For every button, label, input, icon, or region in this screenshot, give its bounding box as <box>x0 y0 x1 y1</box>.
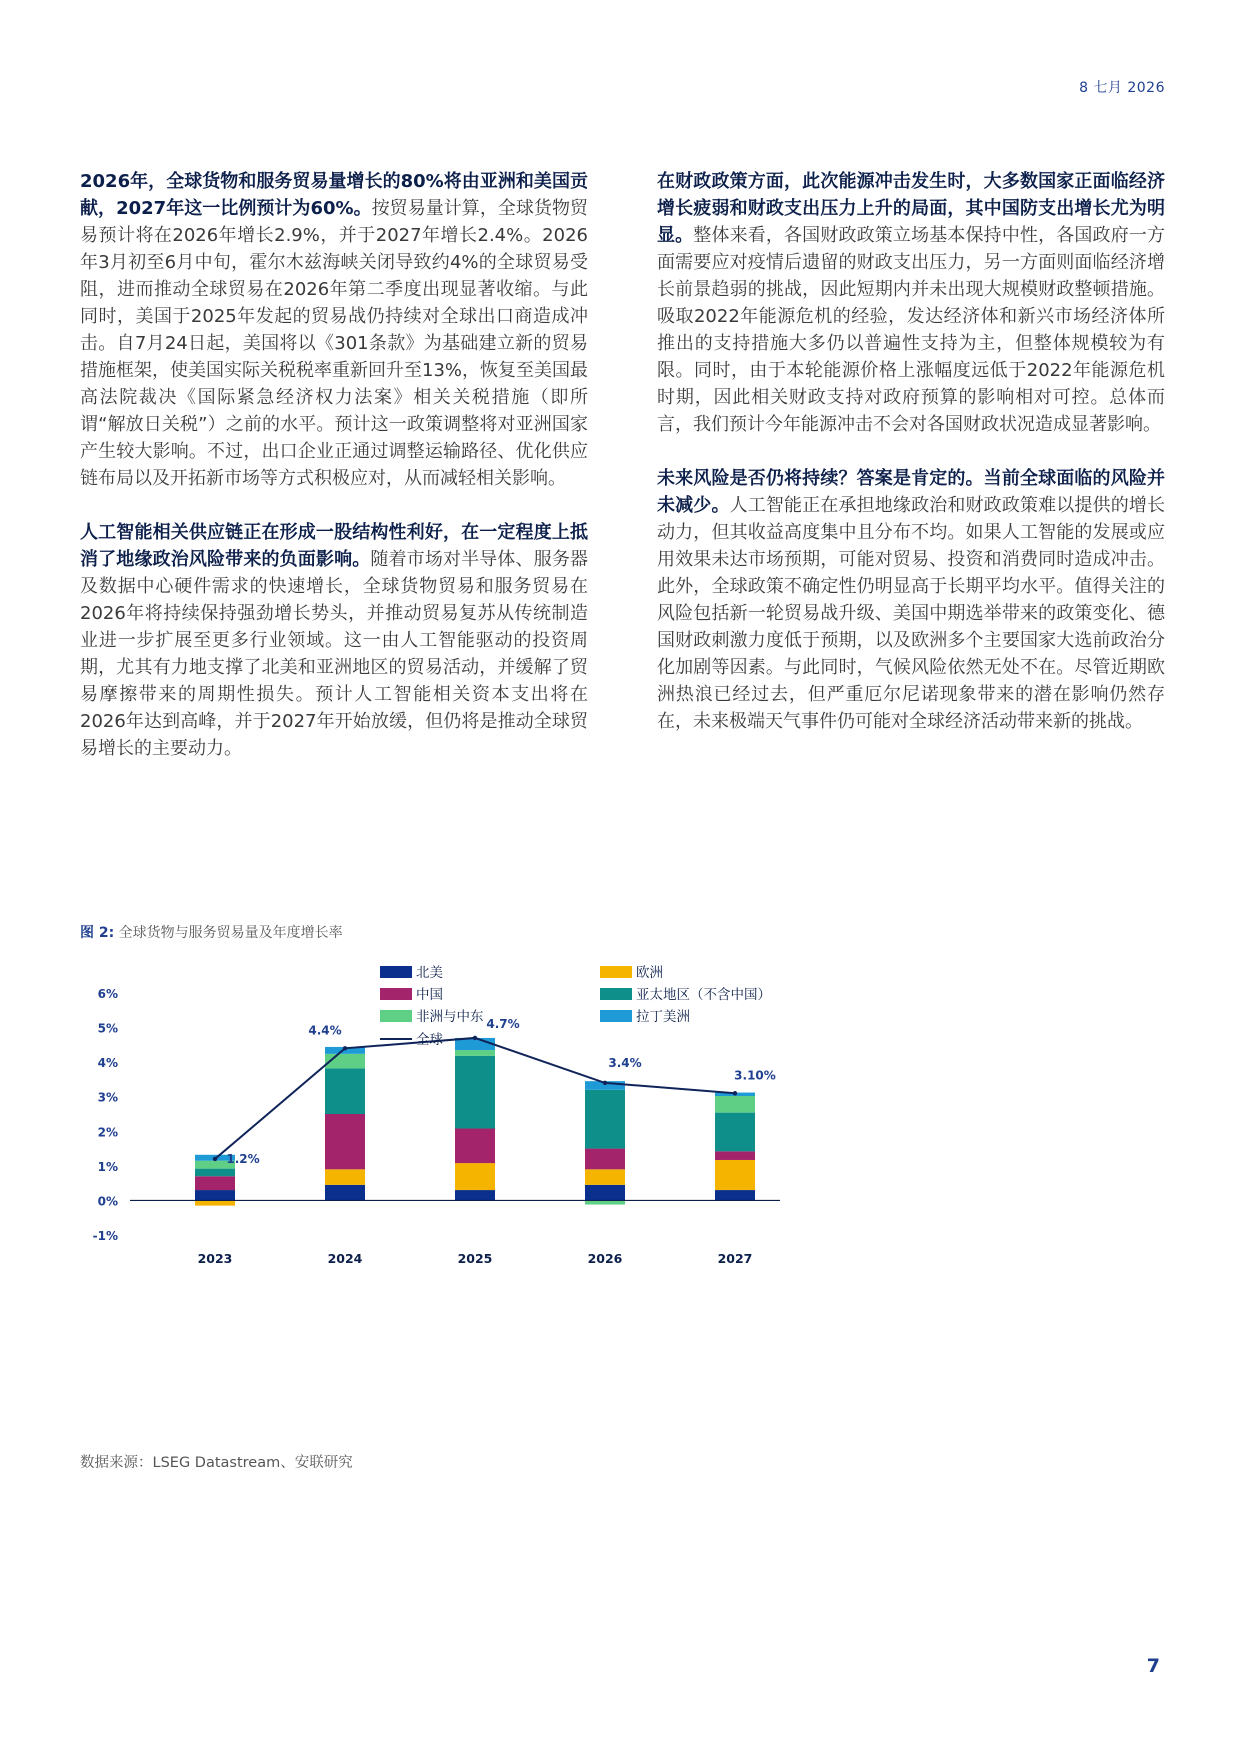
paragraph-lead: 人工智能相关供应链正在形成一股结构性利好，在一定程度上抵消了地缘政治风险带来的负面影响。 <box>80 522 588 570</box>
figure-title <box>80 922 343 942</box>
paragraph-future-risks <box>657 465 1165 735</box>
bar-segment <box>455 1056 495 1129</box>
y-tick-label: 0% <box>97 1194 118 1209</box>
bar-segment <box>715 1151 755 1160</box>
paragraph-trade-outlook <box>80 168 588 492</box>
legend-label: 欧洲 <box>636 965 663 981</box>
paragraph-body: 随着市场对半导体、服务器及数据中心硬件需求的快速增长，全球货物贸易和服务贸易在2026年将持续保持强劲增长势头，并推动贸易复苏从传统制造业进一步扩展至更多行业领域。这一由人工智能驱动的投资周期，尤其有力地支撑了北美和亚洲地区的贸易活动，并缓解了贸易摩擦带来的周期性损失。预计人工智能相关资本支出将在2026年达到高峰，并于2027年开始放缓，但仍将是推动全球贸易增长的主要动力。 <box>80 549 589 759</box>
line-data-label: 4.4% <box>308 1023 342 1038</box>
paragraph-fiscal-policy <box>657 168 1165 438</box>
y-tick-label: 2% <box>97 1125 118 1140</box>
x-tick-label: 2027 <box>717 1251 753 1266</box>
bar-segment <box>585 1149 625 1170</box>
x-tick-label: 2026 <box>587 1251 623 1266</box>
bar-segment <box>585 1169 625 1185</box>
line-data-label: 3.10% <box>734 1068 776 1083</box>
y-tick-label: 1% <box>97 1159 118 1174</box>
report-date: 8 七月 2026 <box>1079 80 1165 96</box>
legend-swatch <box>600 1010 632 1022</box>
bar-segment <box>585 1200 625 1204</box>
legend-swatch <box>600 966 632 978</box>
legend-label: 北美 <box>416 965 443 981</box>
bar-segment <box>455 1190 495 1200</box>
bar-segment <box>325 1185 365 1201</box>
paragraph-lead: 未来风险是否仍将持续？答案是肯定的。当前全球面临的风险并未减少。 <box>657 468 1165 516</box>
line-point <box>343 1046 347 1050</box>
line-point <box>213 1157 217 1161</box>
bar-segment <box>455 1129 495 1164</box>
bar-segment <box>715 1160 755 1190</box>
line-data-label: 4.7% <box>486 1016 520 1031</box>
line-point <box>733 1091 737 1095</box>
y-tick-label: 6% <box>97 987 118 1001</box>
bar-segment <box>455 1163 495 1190</box>
paragraph-lead: 2026年，全球货物和服务贸易量增长的80%将由亚洲和美国贡献，2027年这一比例预计为60%。 <box>80 171 588 219</box>
x-tick-label: 2023 <box>197 1251 233 1266</box>
bar-segment <box>585 1090 625 1149</box>
right-text-column <box>657 168 1165 762</box>
bar-segment <box>455 1050 495 1056</box>
page-number: 7 <box>1146 1655 1160 1677</box>
bar-segment <box>195 1169 235 1177</box>
bar-segment <box>195 1200 235 1205</box>
bar-segment <box>325 1114 365 1169</box>
y-tick-label: -1% <box>92 1229 118 1243</box>
left-text-column <box>80 168 588 789</box>
line-point <box>603 1081 607 1085</box>
paragraph-ai-supply-chain <box>80 519 588 762</box>
paragraph-body: 整体来看，各国财政政策立场基本保持中性，各国政府一方面需要应对疫情后遗留的财政支出压力，另一方面则面临经济增长前景趋弱的挑战，因此短期内并未出现大规模财政整顿措施。吸取2022年能源危机的经验，发达经济体和新兴市场经济体所推出的支持措施大多仍以普遍性支持为主，但整体规模较为有限。同时，由于本轮能源价格上涨幅度远低于2022年能源危机时期，因此相关财政支持对政府预算的影响相对可控。总体而言，我们预计今年能源冲击不会对各国财政状况造成显著影响。 <box>657 225 1165 435</box>
legend-swatch <box>380 988 412 1000</box>
y-tick-label: 4% <box>97 1056 118 1071</box>
legend-swatch <box>600 988 632 1000</box>
bar-segment <box>325 1169 365 1185</box>
legend-label: 亚太地区（不含中国） <box>636 987 771 1003</box>
legend-label: 拉丁美洲 <box>636 1009 690 1025</box>
legend-swatch <box>380 966 412 978</box>
legend-label: 非洲与中东 <box>416 1009 484 1025</box>
figure-label: 图 2: <box>80 925 115 941</box>
legend-label: 全球 <box>416 1032 443 1048</box>
bar-segment <box>715 1113 755 1152</box>
legend-swatch <box>380 1010 412 1022</box>
y-tick-label: 5% <box>97 1021 118 1036</box>
line-data-label: 1.2% <box>226 1151 260 1166</box>
line-point <box>473 1036 477 1040</box>
x-tick-label: 2025 <box>457 1251 493 1266</box>
x-tick-label: 2024 <box>327 1251 363 1266</box>
paragraph-body: 人工智能正在承担地缘政治和财政政策难以提供的增长动力，但其收益高度集中且分布不均。如果人工智能的发展或应用效果未达市场预期，可能对贸易、投资和消费同时造成冲击。此外，全球政策不确定性仍明显高于长期平均水平。值得关注的风险包括新一轮贸易战升级、美国中期选举带来的政策变化、德国财政刺激力度低于预期，以及欧洲多个主要国家大选前政治分化加剧等因素。与此同时，气候风险依然无处不在。尽管近期欧洲热浪已经过去，但严重厄尔尼诺现象带来的潜在影响仍然存在，未来极端天气事件仍可能对全球经济活动带来新的挑战。 <box>657 495 1165 732</box>
trade-volume-chart <box>80 955 900 1435</box>
bar-segment <box>195 1190 235 1200</box>
bar-segment <box>715 1096 755 1113</box>
paragraph-body: 按贸易量计算，全球货物贸易预计将在2026年增长2.9%，并于2027年增长2.4%。2026年3月初至6月中旬，霍尔木兹海峡关闭导致约4%的全球贸易受阻，进而推动全球贸易在2026年第二季度出现显著收缩。与此同时，美国于2025年发起的贸易战仍持续对全球出口商造成冲击。自7月24日起，美国将以《301条款》为基础建立新的贸易措施框架，使美国实际关税税率重新回升至13%，恢复至美国最高法院裁决《国际紧急经济权力法案》相关关税措施（即所谓“解放日关税”）之前的水平。预计这一政策调整将对亚洲国家产生较大影响。不过，出口企业正通过调整运输路径、优化供应链布局以及开拓新市场等方式积极应对，从而减轻相关影响。 <box>80 198 589 489</box>
bar-segment <box>195 1176 235 1190</box>
bar-segment <box>325 1068 365 1114</box>
legend-label: 中国 <box>416 987 443 1003</box>
y-tick-label: 3% <box>97 1090 118 1105</box>
line-data-label: 3.4% <box>608 1055 642 1070</box>
data-source: 数据来源：LSEG Datastream、安联研究 <box>80 1455 353 1471</box>
bar-segment <box>585 1185 625 1201</box>
paragraph-lead: 在财政政策方面，此次能源冲击发生时，大多数国家正面临经济增长疲弱和财政支出压力上升的局面，其中国防支出增长尤为明显。 <box>657 171 1165 246</box>
bar-segment <box>715 1190 755 1200</box>
figure-title-text: 全球货物与服务贸易量及年度增长率 <box>118 925 343 941</box>
